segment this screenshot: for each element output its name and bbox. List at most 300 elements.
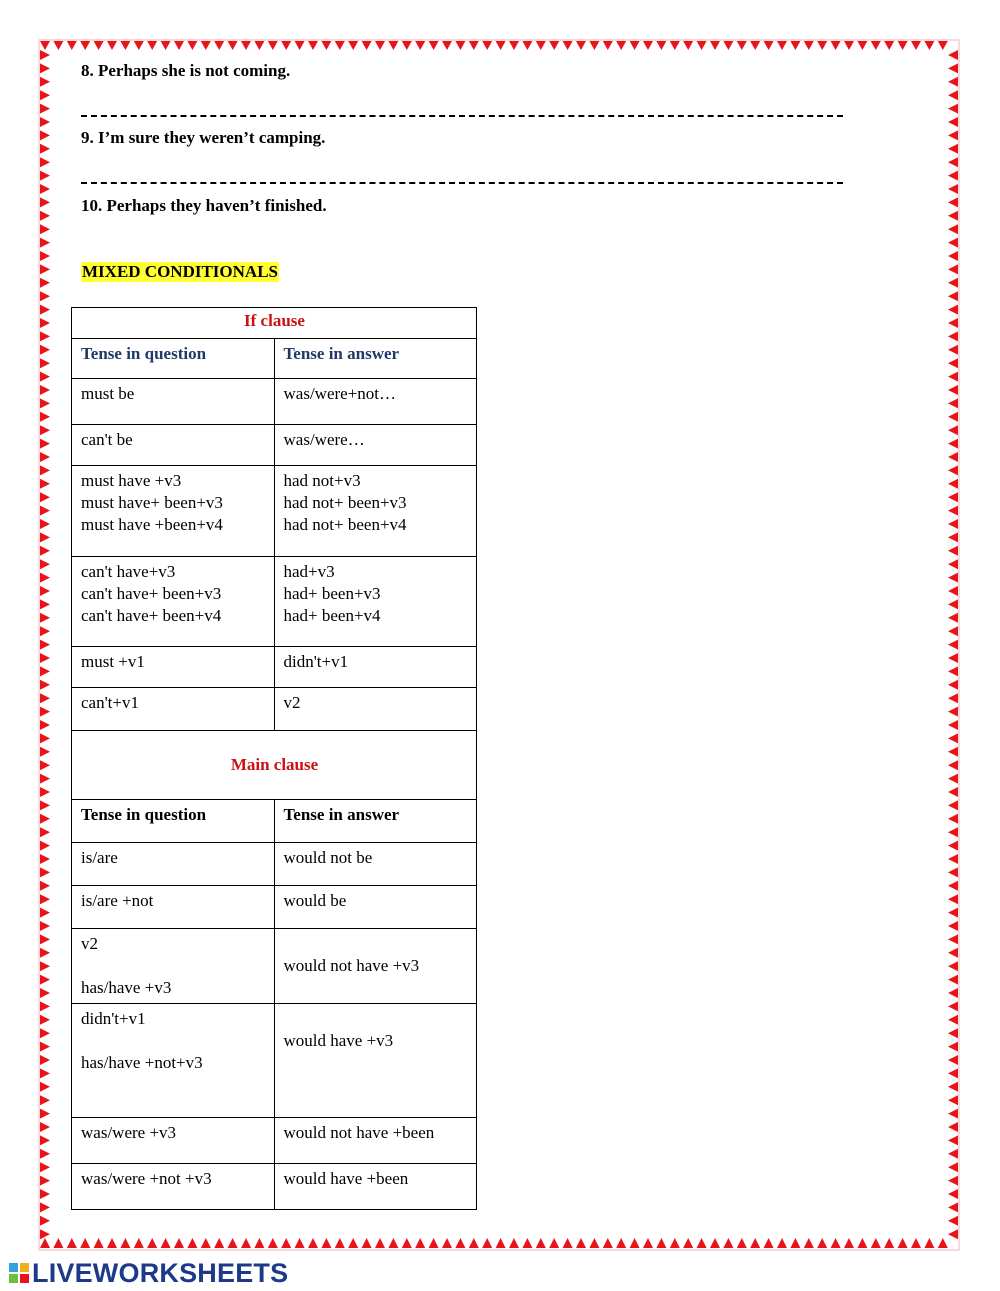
main-row1-question: is/are xyxy=(72,843,275,886)
border-triangle xyxy=(53,41,63,50)
border-triangle xyxy=(107,1238,117,1248)
border-triangle xyxy=(948,291,958,301)
border-triangle xyxy=(40,720,50,730)
border-triangle xyxy=(40,814,50,824)
border-triangle xyxy=(40,372,50,382)
border-triangle xyxy=(817,41,827,50)
border-triangle xyxy=(898,41,908,50)
table-row xyxy=(72,843,477,886)
border-triangle xyxy=(120,41,130,50)
border-triangle xyxy=(40,171,50,181)
border-triangle xyxy=(161,41,171,50)
border-triangle xyxy=(67,1238,77,1248)
border-triangle xyxy=(40,479,50,489)
if-row2-question: can't be xyxy=(72,425,275,466)
border-triangle xyxy=(40,1149,50,1159)
border-triangle xyxy=(455,1238,465,1248)
main-row2-question: is/are +not xyxy=(72,886,275,929)
border-triangle xyxy=(228,1238,238,1248)
if-row1-answer: was/were+not… xyxy=(274,379,477,425)
border-triangle xyxy=(40,573,50,583)
border-triangle xyxy=(281,41,291,50)
border-triangle xyxy=(321,41,331,50)
main-row3-question xyxy=(72,929,275,1004)
border-triangle xyxy=(948,117,958,127)
cell-spacer xyxy=(81,1030,266,1052)
border-triangle xyxy=(80,1238,90,1248)
main-row6-answer: would have +been xyxy=(274,1164,477,1210)
border-triangle xyxy=(750,1238,760,1248)
border-triangle xyxy=(40,640,50,650)
border-triangle xyxy=(948,1109,958,1119)
border-triangle xyxy=(656,1238,666,1248)
border-triangle xyxy=(40,1082,50,1092)
border-triangle xyxy=(348,1238,358,1248)
border-triangle xyxy=(948,412,958,422)
border-triangle xyxy=(948,452,958,462)
main-row5-question: was/were +v3 xyxy=(72,1118,275,1164)
border-triangle xyxy=(948,854,958,864)
border-triangle xyxy=(40,519,50,529)
border-triangle xyxy=(40,827,50,837)
border-triangle xyxy=(94,41,104,50)
border-triangle xyxy=(697,41,707,50)
border-triangle xyxy=(948,1216,958,1226)
border-triangle xyxy=(576,41,586,50)
border-triangle xyxy=(948,546,958,556)
border-triangle xyxy=(40,305,50,315)
border-triangle xyxy=(948,465,958,475)
border-triangle xyxy=(948,144,958,154)
border-triangle xyxy=(254,41,264,50)
border-triangle xyxy=(948,519,958,529)
cell-line: had not+v3 xyxy=(283,471,361,490)
border-triangle xyxy=(948,331,958,341)
border-triangle xyxy=(469,41,479,50)
border-triangle xyxy=(40,760,50,770)
border-triangle xyxy=(40,1028,50,1038)
border-triangle xyxy=(948,961,958,971)
border-triangle xyxy=(948,827,958,837)
border-triangle xyxy=(40,331,50,341)
border-triangle xyxy=(948,77,958,87)
border-triangle xyxy=(948,1068,958,1078)
border-triangle xyxy=(40,653,50,663)
cell-line: had+v3 xyxy=(283,562,335,581)
if-row6-question: can't+v1 xyxy=(72,688,275,731)
border-triangle xyxy=(777,1238,787,1248)
border-triangle xyxy=(40,921,50,931)
border-triangle xyxy=(40,854,50,864)
if-header-answer: Tense in answer xyxy=(274,339,477,379)
border-triangle xyxy=(948,90,958,100)
border-triangle xyxy=(388,41,398,50)
border-triangle xyxy=(40,1176,50,1186)
border-triangle xyxy=(40,707,50,717)
border-triangle xyxy=(911,41,921,50)
border-triangle xyxy=(40,506,50,516)
cell-line: can't have+ been+v4 xyxy=(81,606,222,625)
border-triangle xyxy=(40,90,50,100)
border-triangle xyxy=(482,41,492,50)
border-triangle xyxy=(948,760,958,770)
cell-line: would have +v3 xyxy=(283,1031,394,1050)
border-triangle xyxy=(40,1122,50,1132)
border-triangle xyxy=(948,264,958,274)
border-triangle xyxy=(40,144,50,154)
if-row5-answer: didn't+v1 xyxy=(274,647,477,688)
table-row xyxy=(72,929,477,1004)
table-row xyxy=(72,466,477,557)
border-triangle xyxy=(241,1238,251,1248)
border-triangle xyxy=(415,1238,425,1248)
border-triangle xyxy=(429,1238,439,1248)
border-triangle xyxy=(656,41,666,50)
border-triangle xyxy=(40,425,50,435)
border-triangle xyxy=(924,41,934,50)
border-triangle xyxy=(938,41,948,50)
border-triangle xyxy=(948,492,958,502)
border-triangle xyxy=(174,1238,184,1248)
if-row3-question xyxy=(72,466,275,557)
border-triangle xyxy=(40,41,50,50)
border-triangle xyxy=(670,1238,680,1248)
border-triangle xyxy=(790,41,800,50)
border-triangle xyxy=(415,41,425,50)
border-triangle xyxy=(308,41,318,50)
border-triangle xyxy=(948,398,958,408)
border-triangle xyxy=(40,787,50,797)
border-triangle xyxy=(388,1238,398,1248)
border-triangle xyxy=(898,1238,908,1248)
border-triangle xyxy=(134,1238,144,1248)
main-row6-question: was/were +not +v3 xyxy=(72,1164,275,1210)
border-triangle xyxy=(683,1238,693,1248)
border-triangle xyxy=(201,1238,211,1248)
if-header-question: Tense in question xyxy=(72,339,275,379)
border-triangle xyxy=(764,1238,774,1248)
border-triangle xyxy=(40,774,50,784)
border-triangle xyxy=(40,908,50,918)
border-triangle xyxy=(40,278,50,288)
border-triangle xyxy=(40,1095,50,1105)
border-triangle xyxy=(948,626,958,636)
border-triangle xyxy=(948,559,958,569)
border-triangle xyxy=(948,1202,958,1212)
border-triangle xyxy=(948,425,958,435)
border-triangle xyxy=(924,1238,934,1248)
border-triangle xyxy=(948,948,958,958)
border-triangle xyxy=(790,1238,800,1248)
border-triangle xyxy=(948,988,958,998)
cell-line: must have+ been+v3 xyxy=(81,493,223,512)
border-triangle xyxy=(482,1238,492,1248)
border-triangle xyxy=(948,104,958,114)
border-triangle xyxy=(40,1238,50,1248)
border-triangle xyxy=(948,372,958,382)
border-triangle xyxy=(948,1176,958,1186)
border-triangle xyxy=(563,1238,573,1248)
border-triangle xyxy=(40,626,50,636)
cell-line: can't have+v3 xyxy=(81,562,176,581)
border-triangle xyxy=(40,1109,50,1119)
border-triangle xyxy=(948,1135,958,1145)
border-triangle xyxy=(281,1238,291,1248)
border-triangle xyxy=(522,1238,532,1248)
if-row3-answer xyxy=(274,466,477,557)
border-triangle xyxy=(40,224,50,234)
border-triangle xyxy=(536,41,546,50)
border-triangle xyxy=(777,41,787,50)
border-triangle xyxy=(948,345,958,355)
border-triangle xyxy=(643,1238,653,1248)
border-triangle xyxy=(710,41,720,50)
cell-line: didn't+v1 xyxy=(81,1009,146,1028)
border-triangle xyxy=(40,358,50,368)
border-triangle xyxy=(161,1238,171,1248)
border-triangle xyxy=(147,41,157,50)
border-triangle xyxy=(857,41,867,50)
border-triangle xyxy=(603,41,613,50)
table-row xyxy=(72,1164,477,1210)
border-triangle xyxy=(40,559,50,569)
border-triangle xyxy=(509,1238,519,1248)
border-triangle xyxy=(710,1238,720,1248)
border-triangle xyxy=(948,157,958,167)
border-triangle xyxy=(40,546,50,556)
border-triangle xyxy=(40,1135,50,1145)
border-triangle xyxy=(40,318,50,328)
border-triangle xyxy=(40,599,50,609)
border-triangle xyxy=(40,345,50,355)
cell-spacer xyxy=(81,955,266,977)
border-triangle xyxy=(40,238,50,248)
border-triangle xyxy=(804,41,814,50)
table-row xyxy=(72,1118,477,1164)
border-triangle xyxy=(911,1238,921,1248)
border-triangle xyxy=(40,1189,50,1199)
border-triangle xyxy=(844,1238,854,1248)
border-triangle xyxy=(804,1238,814,1248)
border-triangle xyxy=(214,1238,224,1248)
border-triangle xyxy=(670,41,680,50)
border-triangle xyxy=(40,680,50,690)
if-row6-answer: v2 xyxy=(274,688,477,731)
border-triangle xyxy=(948,439,958,449)
border-triangle xyxy=(40,492,50,502)
border-triangle xyxy=(948,1015,958,1025)
border-triangle xyxy=(616,41,626,50)
border-triangle xyxy=(40,117,50,127)
border-triangle xyxy=(948,975,958,985)
conditionals-table xyxy=(71,307,477,1210)
main-header-question: Tense in question xyxy=(72,800,275,843)
border-triangle xyxy=(589,41,599,50)
question-10: 10. Perhaps they haven’t finished. xyxy=(81,196,327,215)
border-triangle xyxy=(948,184,958,194)
main-row1-answer: would not be xyxy=(274,843,477,886)
border-triangle xyxy=(948,867,958,877)
border-triangle xyxy=(948,1095,958,1105)
border-triangle xyxy=(40,894,50,904)
main-row2-answer: would be xyxy=(274,886,477,929)
border-triangle xyxy=(40,465,50,475)
border-triangle xyxy=(948,814,958,824)
liveworksheets-logo-icon xyxy=(8,1262,30,1284)
border-triangle xyxy=(750,41,760,50)
border-triangle xyxy=(40,291,50,301)
border-triangle xyxy=(948,640,958,650)
border-triangle xyxy=(40,975,50,985)
border-right-triangles xyxy=(948,50,958,1239)
border-triangle xyxy=(40,613,50,623)
border-triangle xyxy=(40,251,50,261)
liveworksheets-logo[interactable] xyxy=(8,1258,288,1288)
border-triangle xyxy=(630,1238,640,1248)
border-triangle xyxy=(948,1055,958,1065)
border-triangle xyxy=(948,666,958,676)
cell-line: has/have +v3 xyxy=(81,978,172,997)
border-triangle xyxy=(40,961,50,971)
border-triangle xyxy=(948,1082,958,1092)
border-triangle xyxy=(857,1238,867,1248)
cell-line: has/have +not+v3 xyxy=(81,1053,203,1072)
border-triangle xyxy=(948,130,958,140)
border-triangle xyxy=(948,586,958,596)
border-triangle xyxy=(509,41,519,50)
border-triangle xyxy=(948,680,958,690)
border-triangle xyxy=(948,707,958,717)
border-triangle xyxy=(938,1238,948,1248)
border-triangle xyxy=(871,1238,881,1248)
cell-line: had+ been+v4 xyxy=(283,606,381,625)
border-triangle xyxy=(40,439,50,449)
question-8: 8. Perhaps she is not coming. xyxy=(81,61,291,80)
border-triangle xyxy=(616,1238,626,1248)
border-triangle xyxy=(40,197,50,207)
border-triangle xyxy=(40,1216,50,1226)
cell-line: had+ been+v3 xyxy=(283,584,381,603)
border-triangle xyxy=(948,224,958,234)
border-triangle xyxy=(40,63,50,73)
cell-line: had not+ been+v3 xyxy=(283,493,407,512)
border-triangle xyxy=(40,1162,50,1172)
border-triangle xyxy=(737,41,747,50)
border-triangle xyxy=(455,41,465,50)
if-row2-answer: was/were… xyxy=(274,425,477,466)
border-triangle xyxy=(948,934,958,944)
border-triangle xyxy=(948,747,958,757)
border-triangle xyxy=(134,41,144,50)
border-triangle xyxy=(643,41,653,50)
border-triangle xyxy=(40,948,50,958)
cell-line: can't have+ been+v3 xyxy=(81,584,222,603)
main-row4-answer xyxy=(274,1004,477,1118)
border-triangle xyxy=(948,211,958,221)
border-triangle xyxy=(147,1238,157,1248)
border-triangle xyxy=(40,666,50,676)
border-triangle xyxy=(40,841,50,851)
border-triangle xyxy=(40,50,50,60)
border-triangle xyxy=(603,1238,613,1248)
border-triangle xyxy=(948,653,958,663)
border-triangle xyxy=(187,41,197,50)
border-triangle xyxy=(948,613,958,623)
border-triangle xyxy=(948,599,958,609)
border-triangle xyxy=(844,41,854,50)
cell-line: had not+ been+v4 xyxy=(283,515,407,534)
border-triangle xyxy=(53,1238,63,1248)
border-triangle xyxy=(120,1238,130,1248)
border-triangle xyxy=(948,1042,958,1052)
table-row xyxy=(72,557,477,647)
main-header-answer: Tense in answer xyxy=(274,800,477,843)
table-row xyxy=(72,425,477,466)
border-triangle xyxy=(948,278,958,288)
border-triangle xyxy=(831,41,841,50)
border-triangle xyxy=(948,197,958,207)
border-triangle xyxy=(214,41,224,50)
border-triangle xyxy=(948,1162,958,1172)
if-row4-answer xyxy=(274,557,477,647)
border-triangle xyxy=(107,41,117,50)
border-left-triangles xyxy=(40,50,50,1239)
border-triangle xyxy=(948,800,958,810)
border-triangle xyxy=(683,41,693,50)
border-triangle xyxy=(589,1238,599,1248)
answer-line-8[interactable] xyxy=(81,115,843,117)
table-row xyxy=(72,647,477,688)
border-triangle xyxy=(375,1238,385,1248)
border-triangle xyxy=(362,41,372,50)
if-row1-question: must be xyxy=(72,379,275,425)
if-clause-title: If clause xyxy=(72,308,477,339)
border-triangle xyxy=(201,41,211,50)
border-triangle xyxy=(348,41,358,50)
border-triangle xyxy=(948,693,958,703)
border-triangle xyxy=(40,1068,50,1078)
border-triangle xyxy=(241,41,251,50)
border-triangle xyxy=(40,452,50,462)
section-title-mixed-conditionals: MIXED CONDITIONALS xyxy=(82,262,278,281)
border-triangle xyxy=(40,532,50,542)
border-triangle xyxy=(764,41,774,50)
border-triangle xyxy=(40,934,50,944)
border-triangle xyxy=(948,733,958,743)
table-row xyxy=(72,688,477,731)
border-triangle xyxy=(187,1238,197,1248)
border-triangle xyxy=(40,867,50,877)
border-triangle xyxy=(884,1238,894,1248)
answer-line-9[interactable] xyxy=(81,182,843,184)
border-triangle xyxy=(948,1189,958,1199)
border-triangle xyxy=(295,41,305,50)
main-row3-answer: would not have +v3 xyxy=(274,929,477,1004)
border-triangle xyxy=(576,1238,586,1248)
border-triangle xyxy=(40,184,50,194)
border-triangle xyxy=(871,41,881,50)
logo-text: LIVEWORKSHEETS xyxy=(32,1257,289,1288)
border-triangle xyxy=(67,41,77,50)
border-triangle xyxy=(40,693,50,703)
border-triangle xyxy=(40,881,50,891)
border-triangle xyxy=(40,1055,50,1065)
border-triangle xyxy=(948,358,958,368)
border-triangle xyxy=(40,130,50,140)
border-triangle xyxy=(630,41,640,50)
border-triangle xyxy=(40,77,50,87)
border-top-triangles xyxy=(40,41,948,50)
